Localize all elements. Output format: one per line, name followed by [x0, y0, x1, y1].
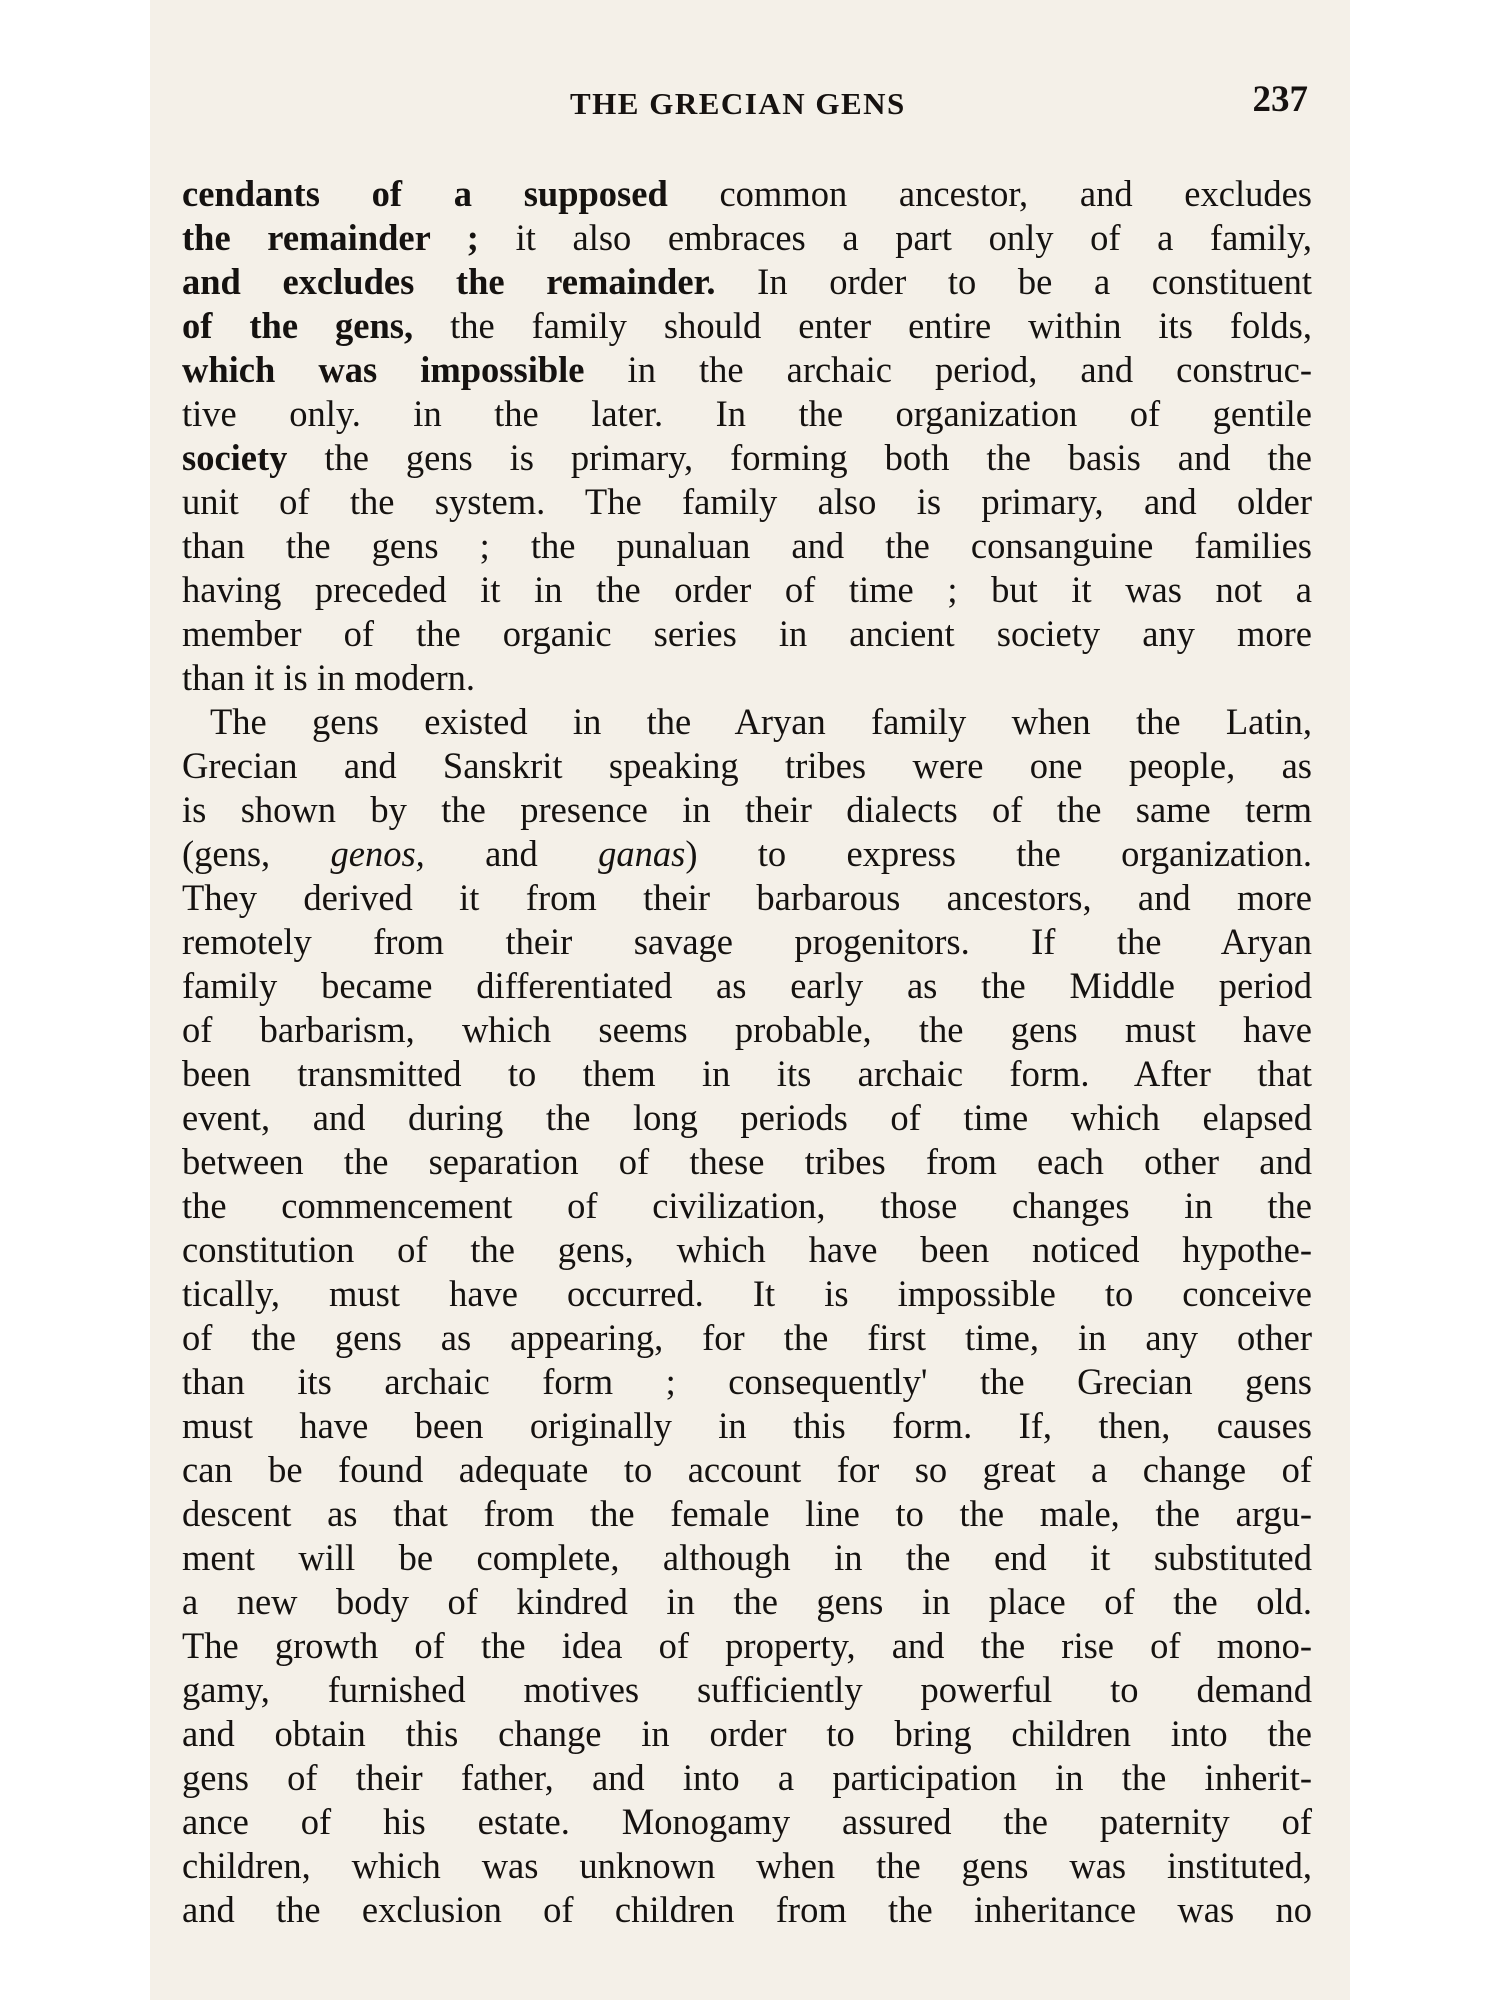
- bold-phrase: society: [182, 437, 288, 478]
- body-text: [182, 172, 1312, 1932]
- text-line: than the gens ; the punaluan and the consanguine families: [182, 525, 1312, 566]
- text-line: gamy, furnished motives sufficiently powerful to demand: [182, 1669, 1312, 1710]
- text-line: the commencement of civilization, those changes in the: [182, 1185, 1312, 1226]
- text-line: [182, 832, 1312, 876]
- text-span: common ancestor, and excludes: [667, 173, 1312, 214]
- text-line: than it is in modern.: [182, 657, 475, 698]
- paragraph-start-line: The gens existed in the Aryan family when the Latin,: [210, 701, 1312, 742]
- text-line: tive only. in the later. In the organization of gentile: [182, 393, 1312, 434]
- text-line: descent as that from the female line to the male, the argu-: [182, 1493, 1312, 1534]
- text-line: [182, 436, 1312, 480]
- page-number: 237: [1252, 79, 1308, 120]
- bold-phrase: the remainder ;: [182, 217, 479, 258]
- bold-phrase: cendants of a supposed: [182, 173, 668, 214]
- text-line: of the gens as appearing, for the first time, in any other: [182, 1317, 1312, 1358]
- text-span: ) to express the organization.: [685, 833, 1313, 874]
- text-line: [182, 172, 1312, 216]
- text-span: In order to be a constituent: [715, 261, 1312, 302]
- text-line: must have been originally in this form. If, then, causes: [182, 1405, 1312, 1446]
- bold-phrase: of the gens,: [182, 305, 414, 346]
- text-line: can be found adequate to account for so great a change of: [182, 1449, 1312, 1490]
- text-line: [182, 304, 1312, 348]
- text-line: They derived it from their barbarous ancestors, and more: [182, 877, 1312, 918]
- bold-phrase: which was impossible: [182, 349, 585, 390]
- text-line: and obtain this change in order to bring children into the: [182, 1713, 1312, 1754]
- text-line: is shown by the presence in their dialects of the same term: [182, 789, 1312, 830]
- text-line: member of the organic series in ancient society any more: [182, 613, 1312, 654]
- text-line: remotely from their savage progenitors. If the Aryan: [182, 921, 1312, 962]
- text-line: constitution of the gens, which have been noticed hypothe-: [182, 1229, 1312, 1270]
- text-line: having preceded it in the order of time ; but it was not a: [182, 569, 1312, 610]
- text-line: ment will be complete, although in the end it substituted: [182, 1537, 1312, 1578]
- text-line: than its archaic form ; consequently' the Grecian gens: [182, 1361, 1312, 1402]
- bold-phrase: and excludes the remainder.: [182, 261, 716, 302]
- text-line: The growth of the idea of property, and the rise of mono-: [182, 1625, 1312, 1666]
- text-line: family became differentiated as early as the Middle period: [182, 965, 1312, 1006]
- text-line: children, which was unknown when the gens was instituted,: [182, 1845, 1312, 1886]
- text-span: the gens is primary, forming both the basis and the: [287, 437, 1312, 478]
- text-span: in the archaic period, and construc-: [584, 349, 1312, 390]
- running-head: THE GRECIAN GENS: [570, 86, 906, 121]
- text-line: and the exclusion of children from the inheritance was no: [182, 1889, 1312, 1930]
- text-line: between the separation of these tribes from each other and: [182, 1141, 1312, 1182]
- text-line: event, and during the long periods of time which elapsed: [182, 1097, 1312, 1138]
- text-span: and: [424, 833, 599, 874]
- text-line: been transmitted to them in its archaic form. After that: [182, 1053, 1312, 1094]
- italic-term: genos,: [330, 833, 425, 874]
- text-line: unit of the system. The family also is primary, and older: [182, 481, 1312, 522]
- text-span: (gens,: [182, 833, 331, 874]
- text-span: it also embraces a part only of a family,: [478, 217, 1312, 258]
- text-line: tically, must have occurred. It is impossible to conceive: [182, 1273, 1312, 1314]
- text-line: ance of his estate. Monogamy assured the paternity of: [182, 1801, 1312, 1842]
- text-line: [182, 260, 1312, 304]
- text-line: of barbarism, which seems probable, the gens must have: [182, 1009, 1312, 1050]
- text-line: [182, 216, 1312, 260]
- text-line: gens of their father, and into a participation in the inherit-: [182, 1757, 1312, 1798]
- book-page: [150, 0, 1350, 2000]
- page-header: [150, 78, 1350, 128]
- text-line: a new body of kindred in the gens in place of the old.: [182, 1581, 1312, 1622]
- text-line: [182, 348, 1312, 392]
- text-line: Grecian and Sanskrit speaking tribes were one people, as: [182, 745, 1312, 786]
- text-span: the family should enter entire within its folds,: [413, 305, 1312, 346]
- italic-term: ganas: [598, 833, 686, 874]
